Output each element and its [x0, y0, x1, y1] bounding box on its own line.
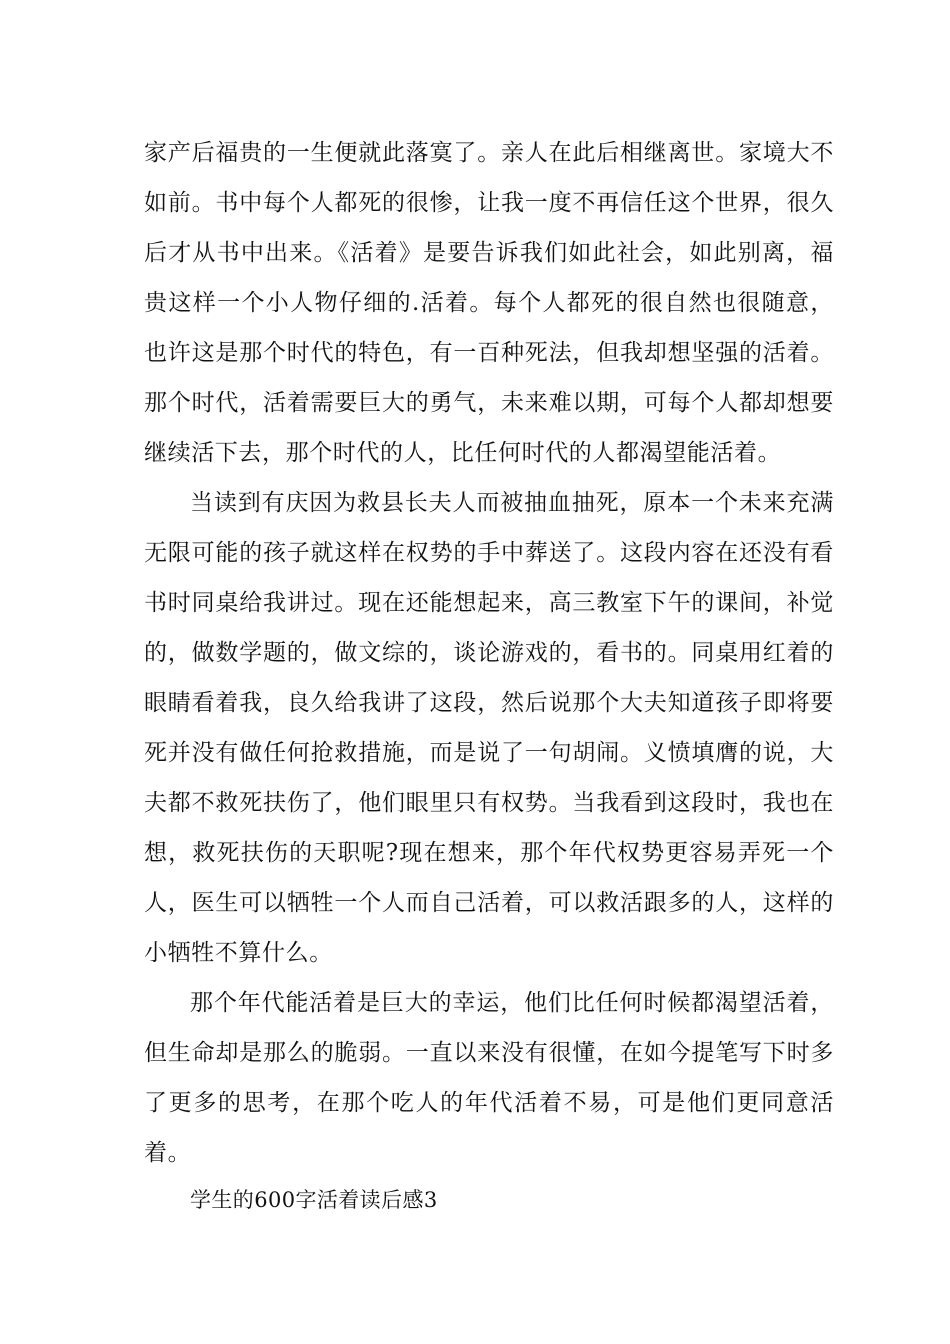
document-body: [144, 128, 834, 1178]
paragraph-continuation: 家产后福贵的一生便就此落寞了。亲人在此后相继离世。家境大不如前。书中每个人都死的很惨，让我一度不再信任这个世界，很久后才从书中出来。《活着》是要告诉我们如此社会，如此别离，福贵这样一个小人物仔细的.活着。每个人都死的很自然也很随意，也许这是那个时代的特色，有一百种死法，但我却想坚强的活着。那个时代，活着需要巨大的勇气，未来难以期，可每个人都却想要继续活下去，那个时代的人，比任何时代的人都渴望能活着。: [144, 140, 834, 466]
section-heading: 学生的600字活着读后感3: [190, 1188, 438, 1212]
paragraph-conclusion: 那个年代能活着是巨大的幸运，他们比任何时候都渴望活着，但生命却是那么的脆弱。一直以来没有很懂，在如今提笔写下时多了更多的思考，在那个吃人的年代活着不易，可是他们更同意活着。: [144, 990, 834, 1166]
paragraph-youqing: 当读到有庆因为救县长夫人而被抽血抽死，原本一个未来充满无限可能的孩子就这样在权势的手中葬送了。这段内容在还没有看书时同桌给我讲过。现在还能想起来，高三教室下午的课间，补觉的，做数学题的，做文综的，谈论游戏的，看书的。同桌用红着的眼睛看着我，良久给我讲了这段，然后说那个大夫知道孩子即将要死并没有做任何抢救措施，而是说了一句胡闹。义愤填膺的说，大夫都不救死扶伤了，他们眼里只有权势。当我看到这段时，我也在想，救死扶伤的天职呢?现在想来，那个年代权势更容易弄死一个人，医生可以牺牲一个人而自己活着，可以救活跟多的人，这样的小牺牲不算什么。: [144, 490, 834, 966]
